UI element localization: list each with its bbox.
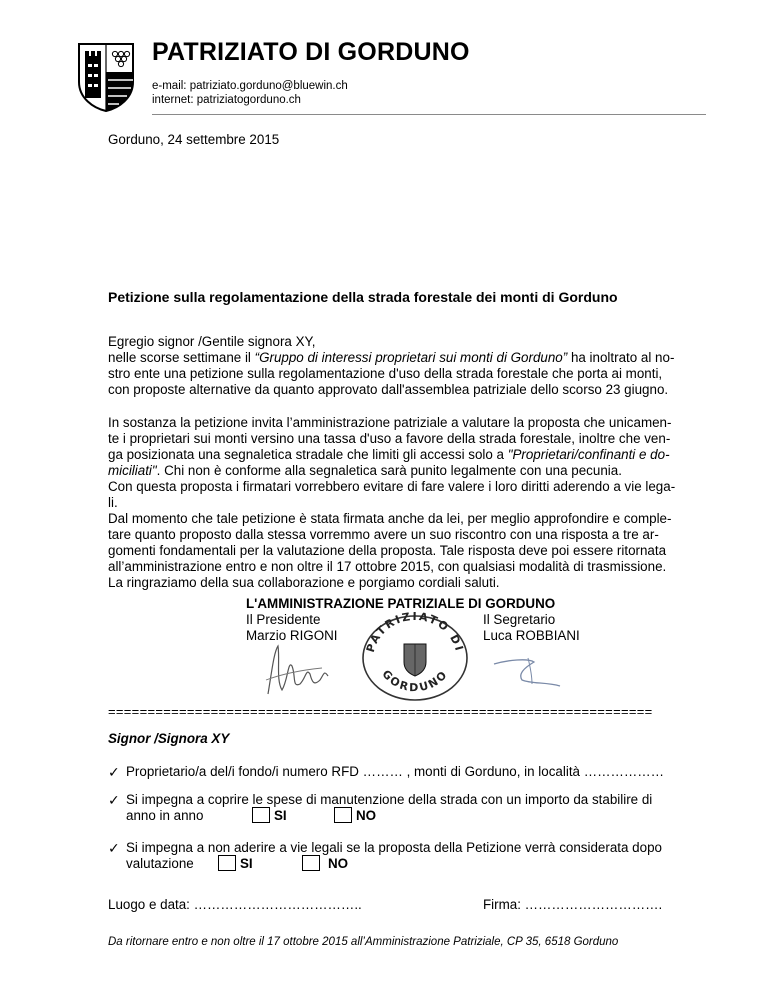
- text-line: ga posizionata una segnaletica stradale che limiti gli accessi solo a "Proprietari/confinanti e do-: [108, 447, 670, 462]
- separator-line: =====================================================================: [108, 704, 653, 719]
- president-handwritten-signature: [262, 640, 352, 700]
- text-line: In sostanza la petizione invita l’amministrazione patriziale a valutare la proposta che unicamen-: [108, 415, 672, 430]
- legal-no-checkbox[interactable]: [302, 855, 320, 871]
- form-recipient: Signor /Signora XY: [108, 731, 230, 746]
- website-line: internet: patriziatogorduno.ch: [152, 94, 301, 106]
- letter-subject: Petizione sulla regolamentazione della strada forestale dei monti di Gorduno: [108, 289, 618, 305]
- text-line: li.: [108, 495, 118, 510]
- maintenance-yes-label: SI: [274, 808, 287, 823]
- maintenance-no-label: NO: [356, 808, 377, 823]
- secretary-name: Luca ROBBIANI: [483, 628, 580, 643]
- form-item-property: [108, 764, 712, 780]
- checkmark-icon: ✓: [108, 840, 120, 856]
- president-name: Marzio RIGONI: [246, 628, 338, 643]
- text-line: Dal momento che tale petizione è stata firmata anche da lei, per meglio approfondire e comple-: [108, 511, 672, 526]
- form-item-legal: [108, 840, 712, 874]
- coat-of-arms-logo: [77, 42, 135, 112]
- text-line: te i proprietari sui monti versino una tassa d'uso a favore della strada forestale, inoltre che ven-: [108, 431, 671, 446]
- maintenance-statement-cont: anno in anno: [126, 808, 204, 823]
- text-line: nelle scorse settimane il “Gruppo di interessi proprietari sui monti di Gorduno” ha inoltrato al no-: [108, 350, 675, 365]
- letterhead-divider: [152, 114, 706, 115]
- text-line: gomenti fondamentali per la valutazione della proposta. Tale risposta deve poi essere ritornata: [108, 543, 667, 558]
- signatory-organization: L'AMMINISTRAZIONE PATRIZIALE DI GORDUNO: [246, 596, 556, 611]
- president-role: Il Presidente: [246, 612, 321, 627]
- return-instructions: Da ritornare entro e non oltre il 17 ottobre 2015 all’Amministrazione Patriziale, CP 35, 6518 Gorduno: [108, 936, 619, 948]
- secretary-handwritten-signature: [488, 652, 568, 692]
- letter-paragraph-2: [108, 415, 712, 591]
- form-item-maintenance: [108, 792, 712, 826]
- text-line: La ringraziamo della sua collaborazione e porgiamo cordiali saluti.: [108, 575, 500, 590]
- property-statement: Proprietario/a del/i fondo/i numero RFD ……… , monti di Gorduno, in località ………………: [126, 764, 665, 779]
- stamp-bottom-text: GORDUNO: [379, 667, 451, 695]
- email-line: e-mail: patriziato.gorduno@bluewin.ch: [152, 80, 348, 92]
- legal-no-label: NO: [328, 856, 349, 871]
- text-line: miciliati". Chi non è conforme alla segnaletica sarà punito legalmente con una pecunia.: [108, 463, 622, 478]
- official-stamp: [357, 610, 473, 702]
- legal-statement-cont: valutazione: [126, 856, 194, 871]
- greeting: Egregio signor /Gentile signora XY,: [108, 334, 316, 349]
- legal-statement: Si impegna a non aderire a vie legali se la proposta della Petizione verrà considerata dopo: [126, 840, 662, 855]
- text-line: stro ente una petizione sulla regolamentazione d'uso della strada forestale che porta ai monti,: [108, 366, 663, 381]
- place-date-field[interactable]: Luogo e data: ………………………………..: [108, 897, 362, 912]
- text-line: tare quanto proposto dalla stessa vorremmo avere un suo riscontro con una risposta a tre ar-: [108, 527, 659, 542]
- letter-paragraph-1: [108, 334, 712, 398]
- text-line: all’amministrazione entro e non oltre il 17 ottobre 2015, con qualsiasi modalità di trasmissione.: [108, 559, 667, 574]
- text-line: con proposte alternative da quanto approvato dall'assemblea patriziale dello scorso 23 giugno.: [108, 382, 669, 397]
- text-line: Con questa proposta i firmatari vorrebbero evitare di fare valere i loro diritti aderendo a vie lega-: [108, 479, 676, 494]
- maintenance-yes-checkbox[interactable]: [252, 807, 270, 823]
- signature-field[interactable]: Firma: ………………………….: [483, 897, 663, 912]
- organization-name: PATRIZIATO DI GORDUNO: [152, 38, 470, 66]
- checkmark-icon: ✓: [108, 792, 120, 808]
- date-line: Gorduno, 24 settembre 2015: [108, 132, 280, 147]
- checkmark-icon: ✓: [108, 764, 120, 780]
- secretary-role: Il Segretario: [483, 612, 556, 627]
- maintenance-no-checkbox[interactable]: [334, 807, 352, 823]
- legal-yes-checkbox[interactable]: [218, 855, 236, 871]
- maintenance-statement: Si impegna a coprire le spese di manutenzione della strada con un importo da stabilire di: [126, 792, 653, 807]
- legal-yes-label: SI: [240, 856, 253, 871]
- secretary-signatory: [483, 612, 580, 644]
- stamp-top-text: PATRIZIATO DI: [363, 610, 467, 654]
